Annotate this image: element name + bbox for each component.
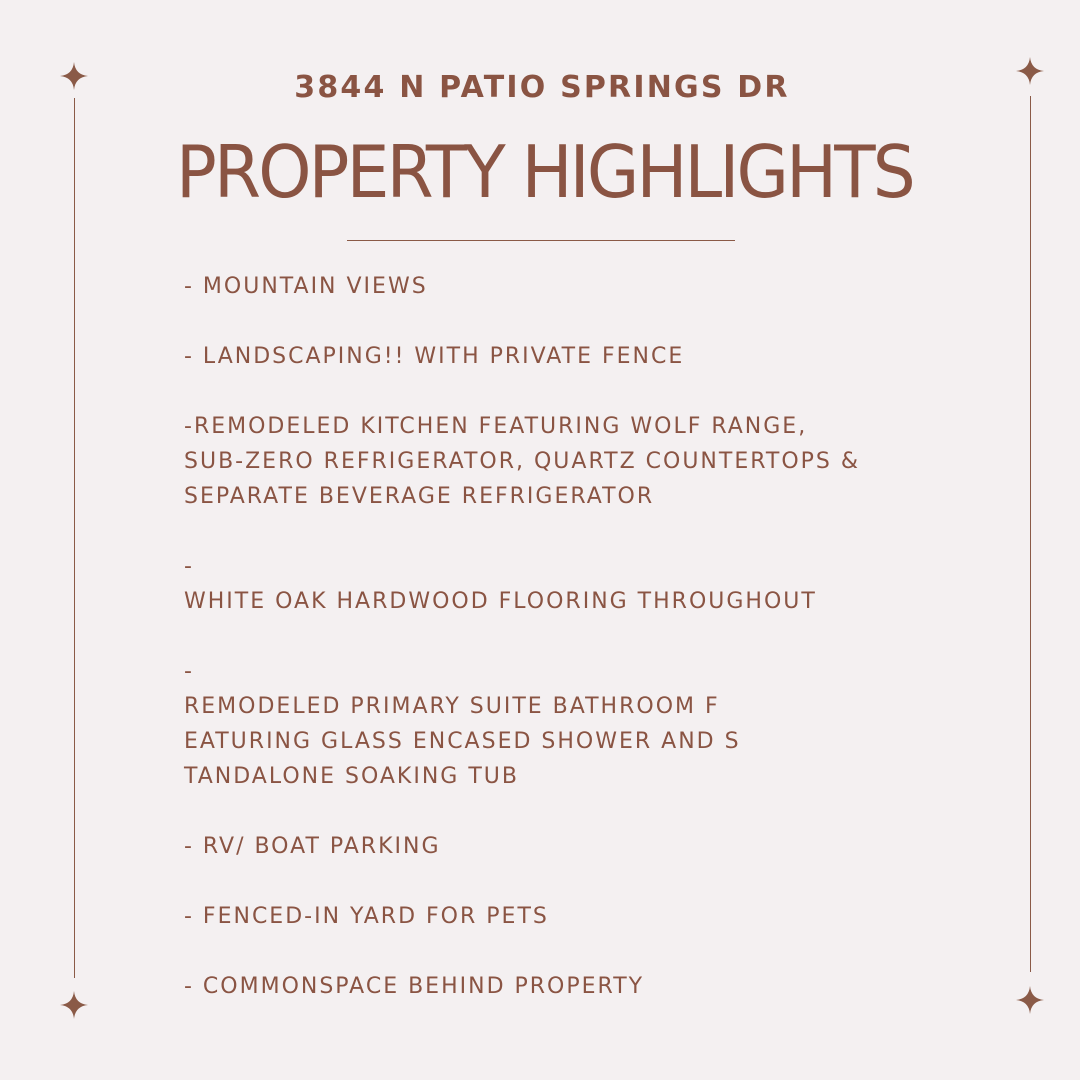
highlight-item: - REMODELED PRIMARY SUITE BATHROOM F EATURING GLASS ENCASED SHOWER AND S TANDALONE SOAKING TUB bbox=[184, 659, 741, 789]
highlight-item: - FENCED-IN YARD FOR PETS bbox=[184, 904, 549, 929]
highlight-item: - MOUNTAIN VIEWS bbox=[184, 274, 428, 299]
highlight-item: - LANDSCAPING!! WITH PRIVATE FENCE bbox=[184, 344, 685, 369]
title-divider bbox=[347, 240, 735, 241]
page-title: PROPERTY HIGHLIGHTS bbox=[176, 130, 913, 214]
highlight-item: - WHITE OAK HARDWOOD FLOORING THROUGHOUT bbox=[184, 554, 817, 614]
property-address: 3844 N PATIO SPRINGS DR bbox=[294, 70, 790, 105]
highlight-item: - RV/ BOAT PARKING bbox=[184, 834, 441, 859]
highlights-list bbox=[184, 269, 984, 1004]
highlight-item: - COMMONSPACE BEHIND PROPERTY bbox=[184, 974, 645, 999]
right-border-line bbox=[1030, 96, 1031, 972]
sparkle-star-icon bbox=[1015, 985, 1045, 1015]
sparkle-star-icon bbox=[59, 990, 89, 1020]
highlight-item: -REMODELED KITCHEN FEATURING WOLF RANGE, SUB-ZERO REFRIGERATOR, QUARTZ COUNTERTOPS & SEPARATE BEVERAGE REFRIGERATOR bbox=[184, 414, 861, 509]
left-border-line bbox=[74, 98, 75, 978]
